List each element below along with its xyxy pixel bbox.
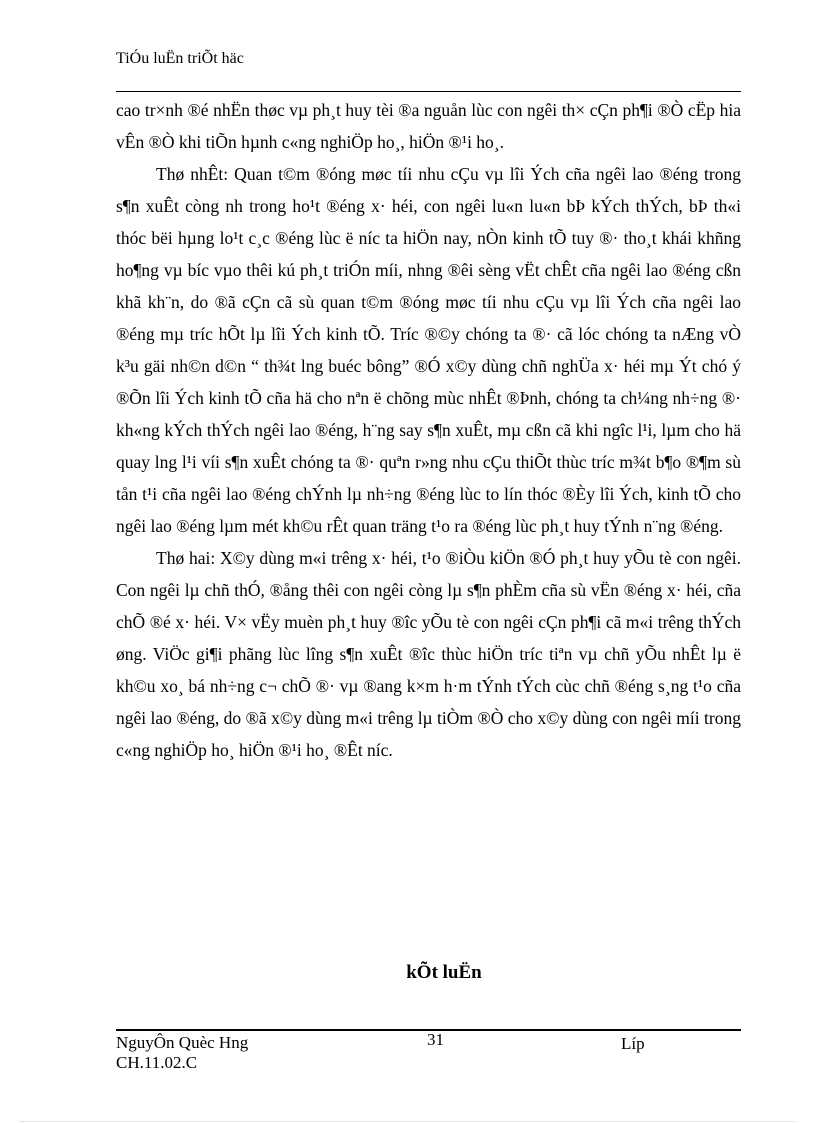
header-divider bbox=[116, 91, 741, 92]
footer-author bbox=[116, 1033, 248, 1073]
page-number: 31 bbox=[427, 1030, 444, 1049]
body-text bbox=[116, 94, 741, 766]
running-header: TiÓu luËn triÕt häc bbox=[116, 50, 244, 67]
page-bottom-border bbox=[20, 1121, 796, 1122]
paragraph: Thø nhÊt: Quan t©m ®óng møc tíi nhu cÇu vµ lîi Ých cña ngêi lao ®éng trong s¶n xuÊt còng nh trong ho¹t ®éng x· héi, con ngêi lu«n lu«n bÞ kÝch thÝch, bÞ th«i thóc bëi hµng lo¹t c¸c ®éng lùc ë níc ta hiÖn nay, nÒn kinh tÕ tuy ®· tho¸t khái khñng ho¶ng vµ bíc vµo thêi kú ph¸t triÓn míi, nhng ®êi sèng vËt chÊt cña ngêi lao ®éng cßn khã kh¨n, do ®ã cÇn cã sù quan t©m ®óng møc tíi nhu cÇu vµ lîi Ých cña ngêi lao ®éng mµ tríc hÕt lµ lîi Ých kinh tÕ. Tríc ®©y chóng ta ®· cã lóc chóng ta nÆng vÒ k³u gäi nh©n d©n “ th¾t lng buéc bông” ®Ó x©y dùng chñ nghÜa x· héi mµ Ýt chó ý ®Õn lîi Ých kinh tÕ cña hä cho nªn ë chõng mùc nhÊt ®Þnh, chóng ta ch¼ng nh÷ng ®· kh«ng kÝch thÝch ngêi lao ®éng, h¨ng say s¶n xuÊt, mµ cßn cã khi ngîc l¹i, lµm cho hä quay lng l¹i víi s¶n xuÊt chóng ta ®· quªn r»ng nhu cÇu thiÕt thùc tríc m¾t b¶o ®¶m sù tån t¹i cña ngêi lao ®éng chÝnh lµ nh÷ng ®éng lùc to lín thóc ®Èy lîi Ých, kinh tÕ cho ngêi lao ®éng lµm mét kh©u rÊt quan träng t¹o ra ®éng lùc ph¸t huy tÝnh n¨ng ®éng. bbox=[116, 164, 741, 536]
author-name: NguyÔn Quèc Hng bbox=[116, 1033, 249, 1052]
paragraph: cao tr×nh ®é nhËn thøc vµ ph¸t huy tèi ®a nguån lùc con ngêi th× cÇn ph¶i ®Ò cËp hia vÊn ®Ò khi tiÕn hµnh c«ng nghiÖp ho¸, hiÖn ®¹i ho¸. bbox=[116, 100, 741, 152]
section-heading: kÕt luËn bbox=[406, 962, 482, 983]
author-class-code: CH.11.02.C bbox=[116, 1053, 198, 1072]
paragraph: Thø hai: X©y dùng m«i trêng x· héi, t¹o ®iÒu kiÖn ®Ó ph¸t huy yÕu tè con ngêi. Con ngêi lµ chñ thÓ, ®ång thêi con ngêi còng lµ s¶n phÈm cña sù vËn ®éng x· héi, cña chÕ ®é x· héi. V× vËy muèn ph¸t huy ®îc yÕu tè con ngêi cÇn ph¶i cã m«i trêng thÝch øng. ViÖc gi¶i phãng lùc lîng s¶n xuÊt ®îc thùc hiÖn tríc tiªn vµ chñ yÕu nhÊt lµ ë kh©u xo¸ bá nh÷ng c¬ chÕ ®· vµ ®ang k×m h·m tÝnh tÝch cùc chñ ®éng s¸ng t¹o cña ngêi lao ®éng, do ®ã x©y dùng m«i trêng lµ tiÒm ®Ò cho x©y dùng con ngêi míi trong c«ng nghiÖp ho¸ hiÖn ®¹i ho¸ ®Êt níc. bbox=[116, 548, 741, 760]
footer-class-label: Líp bbox=[621, 1034, 645, 1053]
